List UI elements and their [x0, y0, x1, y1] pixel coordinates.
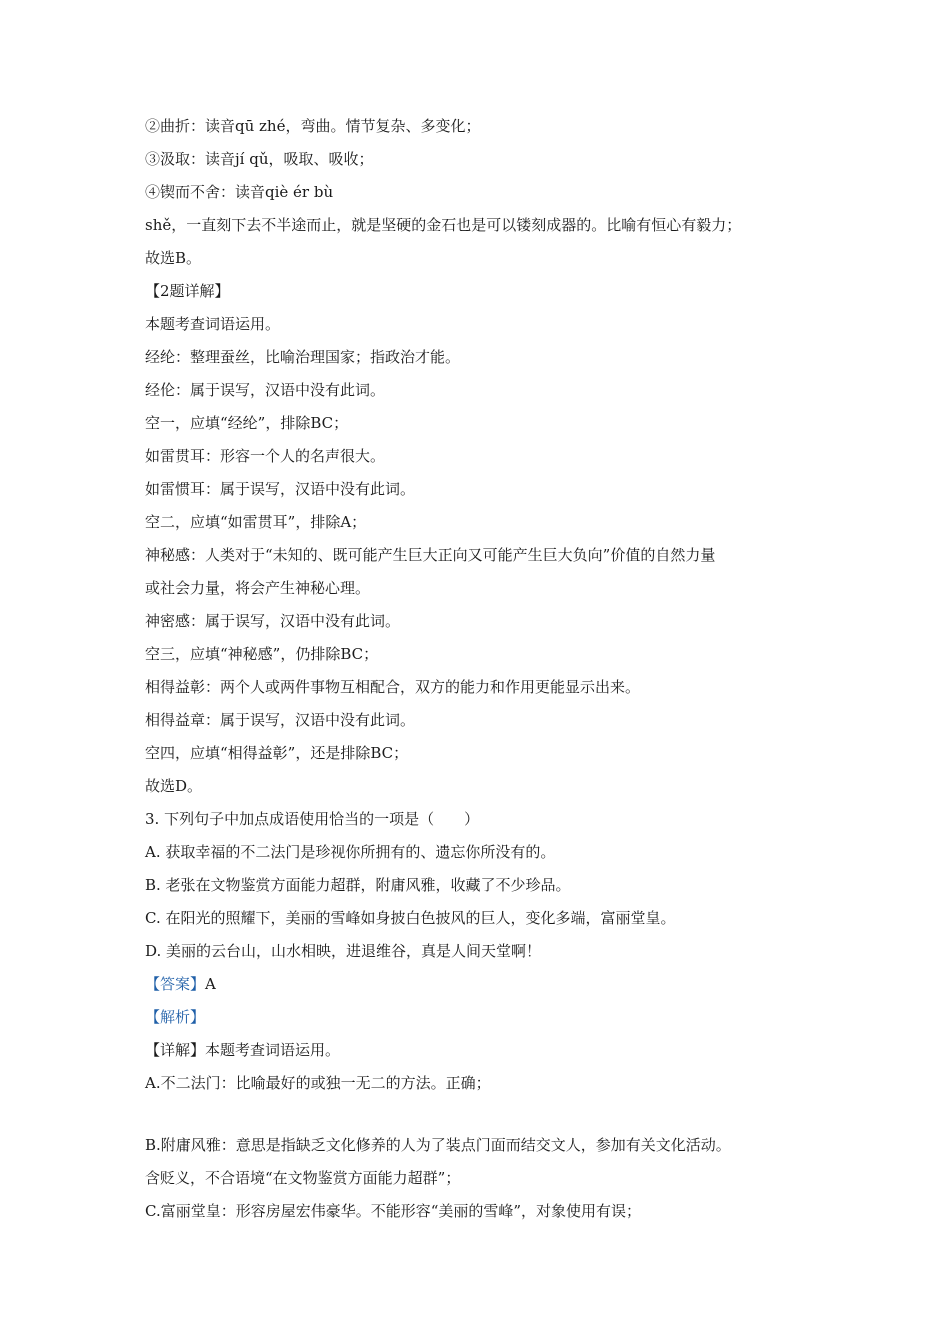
text-line: 空四，应填“相得益彰”，还是排除BC；: [145, 744, 409, 762]
answer-label: 【答案】: [145, 975, 206, 993]
option-c: C. 在阳光的照耀下，美丽的雪峰如身披白色披风的巨人，变化多端，富丽堂皇。: [145, 909, 676, 927]
text-line: 故选B。: [145, 249, 202, 267]
text-line: ④锲而不舍：读音qiè ér bù: [145, 183, 334, 201]
text-line: 相得益彰：两个人或两件事物互相配合，双方的能力和作用更能显示出来。: [145, 678, 641, 696]
answer-line: [145, 974, 815, 994]
section-heading: 【2题详解】: [145, 282, 230, 300]
text-line: 本题考查词语运用。: [145, 315, 281, 333]
text-line: 如雷惯耳：属于误写，汉语中没有此词。: [145, 480, 416, 498]
answer-value: A: [205, 975, 216, 993]
question-stem: 3. 下列句子中加点成语使用恰当的一项是（ ）: [145, 810, 480, 828]
explanation-line: C.富丽堂皇：形容房屋宏伟豪华。不能形容“美丽的雪峰”，对象使用有误；: [145, 1202, 642, 1220]
text-line: ②曲折：读音qū zhé，弯曲。情节复杂、多变化；: [145, 117, 481, 135]
detail-line: 【详解】本题考查词语运用。: [145, 1041, 341, 1059]
text-line: ③汲取：读音jí qǔ，吸取、吸收；: [145, 150, 374, 168]
text-line: shě，一直刻下去不半途而止，就是坚硬的金石也是可以镂刻成器的。比喻有恒心有毅力；: [145, 216, 742, 234]
text-line: 神秘感：人类对于“未知的、既可能产生巨大正向又可能产生巨大负向”价值的自然力量: [145, 546, 716, 564]
option-d: D. 美丽的云台山，山水相映，进退维谷，真是人间天堂啊！: [145, 942, 542, 960]
text-line: 如雷贯耳：形容一个人的名声很大。: [145, 447, 386, 465]
text-line: 空二，应填“如雷贯耳”，排除A；: [145, 513, 367, 531]
option-b: B. 老张在文物鉴赏方面能力超群，附庸风雅，收藏了不少珍品。: [145, 876, 571, 894]
text-line: 神密感：属于误写，汉语中没有此词。: [145, 612, 401, 630]
option-a: A. 获取幸福的不二法门是珍视你所拥有的、遗忘你所没有的。: [145, 843, 556, 861]
text-line: 或社会力量，将会产生神秘心理。: [145, 579, 371, 597]
explanation-line: A.不二法门：比喻最好的或独一无二的方法。正确；: [145, 1074, 491, 1092]
text-line: 空一，应填“经纶”，排除BC；: [145, 414, 349, 432]
explanation-line: 含贬义，不合语境“在文物鉴赏方面能力超群”；: [145, 1169, 461, 1187]
analysis-label: 【解析】: [145, 1008, 206, 1026]
text-line: 经纶：整理蚕丝，比喻治理国家；指政治才能。: [145, 348, 461, 366]
text-line: 空三，应填“神秘感”，仍排除BC；: [145, 645, 379, 663]
text-line: 经伦：属于误写，汉语中没有此词。: [145, 381, 386, 399]
text-line: 故选D。: [145, 777, 203, 795]
explanation-line: B.附庸风雅：意思是指缺乏文化修养的人为了装点门面而结交文人，参加有关文化活动。: [145, 1136, 731, 1154]
text-line: 相得益章：属于误写，汉语中没有此词。: [145, 711, 416, 729]
